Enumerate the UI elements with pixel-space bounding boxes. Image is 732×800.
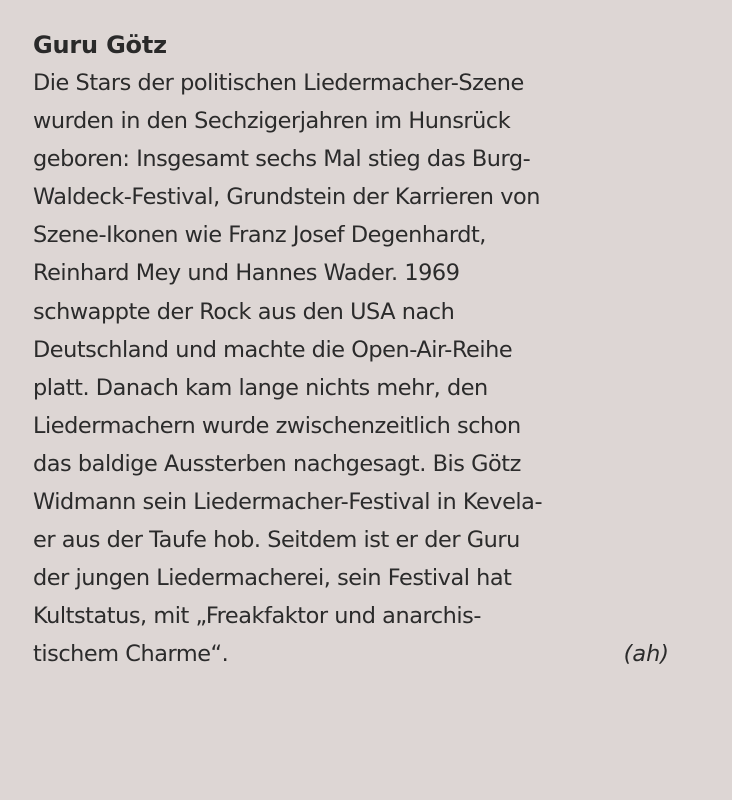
body-line-1: Die Stars der politischen Liedermacher-Szene xyxy=(33,70,524,96)
article-box xyxy=(33,26,713,674)
body-line-8: Deutschland und machte die Open-Air-Reihe xyxy=(33,336,513,363)
body-line-13: er aus der Taufe hob. Seitdem ist er der Guru xyxy=(33,527,520,554)
body-line-6: Reinhard Mey und Hannes Wader. 1969 xyxy=(33,260,460,287)
body-line-9: platt. Danach kam lange nichts mehr, den xyxy=(33,374,488,401)
body-line-10: Liedermachern wurde zwischenzeitlich schon xyxy=(33,412,521,439)
body-last-line xyxy=(33,635,673,673)
body-line-2: wurden in den Sechzigerjahren im Hunsrück xyxy=(33,108,511,135)
body-line-12: Widmann sein Liedermacher-Festival in Kevela- xyxy=(33,489,543,516)
author-initials: (ah) xyxy=(623,641,669,668)
article-body xyxy=(33,64,713,674)
body-line-14: der jungen Liedermacherei, sein Festival hat xyxy=(33,565,512,592)
body-line-15: Kultstatus, mit „Freakfaktor und anarchis- xyxy=(33,603,481,630)
body-line-3: geboren: Insgesamt sechs Mal stieg das Burg- xyxy=(33,146,531,173)
article-title: Guru Götz xyxy=(33,31,167,59)
body-line-5: Szene-Ikonen wie Franz Josef Degenhardt, xyxy=(33,222,486,249)
body-line-11: das baldige Aussterben nachgesagt. Bis Götz xyxy=(33,450,521,477)
body-line-7: schwappte der Rock aus den USA nach xyxy=(33,298,455,325)
body-line-4: Waldeck-Festival, Grundstein der Karrieren von xyxy=(33,184,540,211)
body-line-16: tischem Charme“. xyxy=(33,641,229,668)
